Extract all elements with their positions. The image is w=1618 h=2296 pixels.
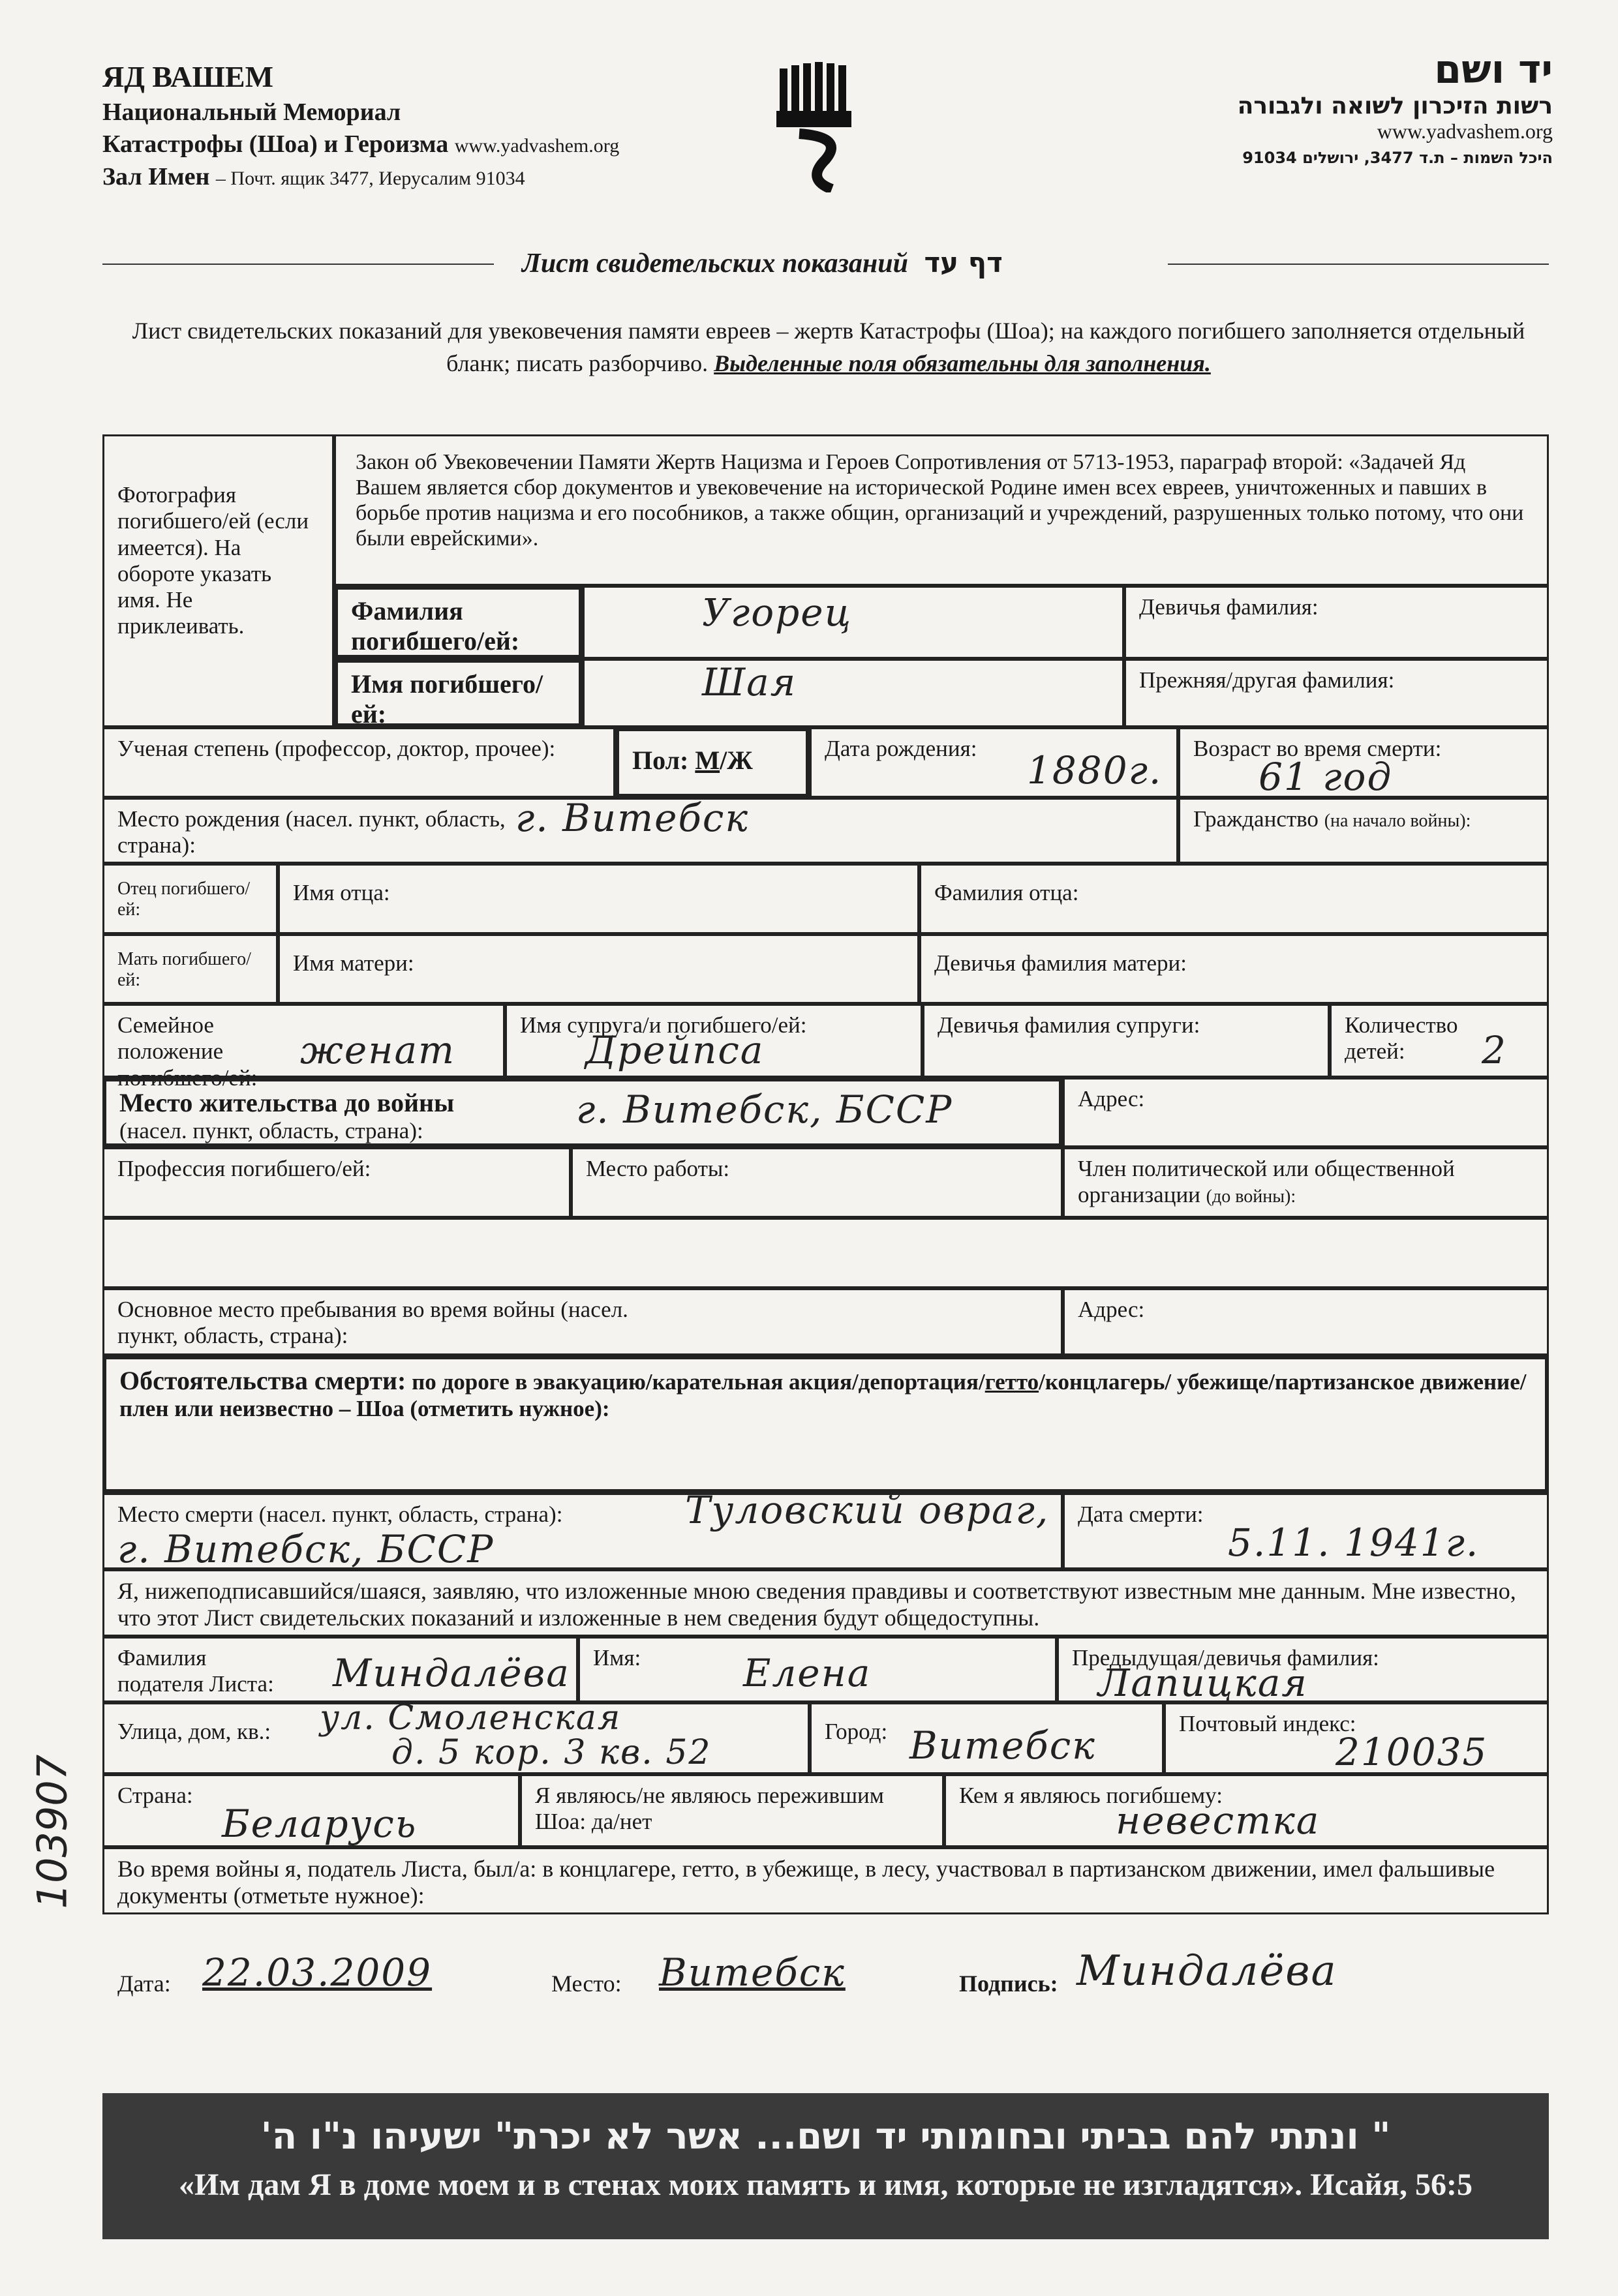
membership-field[interactable]: [1063, 1147, 1549, 1218]
death-place-value-1: Туловский овраг,: [685, 1488, 1050, 1532]
submitter-prev-name-value: Лапицкая: [1098, 1661, 1308, 1705]
submitter-surname-field[interactable]: [102, 1637, 578, 1702]
mother-name-field[interactable]: Имя матери:: [278, 934, 919, 1004]
submitter-prev-name-field[interactable]: [1057, 1637, 1549, 1705]
marital-value: женат: [300, 1028, 456, 1072]
wartime-address-field[interactable]: Адрес:: [1063, 1288, 1549, 1355]
org-line3: Катастрофы (Шоа) и Героизма: [102, 130, 449, 159]
mother-maiden-field[interactable]: Девичья фамилия матери:: [919, 934, 1549, 1004]
relation-value: невестка: [1116, 1798, 1320, 1843]
title-rule-right: [1168, 264, 1549, 265]
submitter-prev-name-label: Предыдущая/девичья фамилия:: [1072, 1645, 1379, 1670]
country-value: Беларусь: [222, 1802, 418, 1846]
death-date-value: 5.11. 1941г.: [1228, 1520, 1480, 1565]
intro: [117, 314, 1540, 380]
address-ru: – Почт. ящик 3477, Иерусалим 91034: [215, 167, 525, 189]
children-field[interactable]: [1330, 1004, 1549, 1078]
spouse-label: Имя супруга/и погибшего/ей:: [520, 1012, 807, 1038]
city-value: Витебск: [909, 1723, 1096, 1768]
street-field[interactable]: [102, 1699, 810, 1774]
submitter-surname-label: Фамилия подателя Листа:: [117, 1645, 274, 1697]
place-label: Место:: [551, 1971, 622, 1997]
residence-address-field[interactable]: Адрес:: [1063, 1078, 1549, 1147]
age-value: 61 год: [1259, 755, 1393, 799]
yad-vashem-logo-icon: [773, 62, 858, 192]
workplace-field[interactable]: Место работы:: [571, 1147, 1063, 1218]
name-value: Шая: [702, 660, 797, 704]
intro-emphasis: Выделенные поля обязательны для заполнения.: [714, 350, 1211, 377]
children-label: Количество детей:: [1345, 1012, 1458, 1065]
place-value[interactable]: Витебск: [659, 1950, 846, 1995]
postal-value: 210035: [1336, 1730, 1488, 1774]
survivor-field[interactable]: [520, 1774, 944, 1847]
prev-surname-field[interactable]: Прежняя/другая фамилия:: [1124, 659, 1549, 727]
gender-label: Пол:: [632, 746, 689, 775]
circumstances-label: Обстоятельства смерти:: [119, 1366, 406, 1395]
name-label: Имя погибшего/ей:: [334, 659, 583, 727]
website-he: www.yadvashem.org: [1377, 119, 1553, 143]
circumstances-options-b: /концлагерь/ убежище/партизанское движение/плен или неизвестно – Шоа (отметить нужное):: [119, 1369, 1527, 1421]
birthplace-field[interactable]: [102, 798, 1178, 864]
submitter-name-field[interactable]: [578, 1637, 1057, 1702]
dob-value: 1880г.: [1027, 748, 1163, 793]
org-name-he: יד ושם: [1434, 47, 1553, 93]
age-label: Возраст во время смерти:: [1193, 736, 1442, 761]
submitter-name-value: Елена: [743, 1651, 872, 1695]
death-place-field[interactable]: [102, 1488, 1063, 1571]
spouse-maiden-field[interactable]: Девичья фамилия супруги:: [923, 1004, 1330, 1078]
title-he: דף עד: [924, 247, 1003, 279]
postal-label: Почтовый индекс:: [1179, 1711, 1356, 1736]
law-text: Закон об Увековечении Памяти Жертв Нацизма и Героев Сопротивления от 5713-1953, параграф второй: «Задачей Яд Вашем является сбор документов и увековечение на исторической Родине имен всех евреев, уничтоженных и павших в борьбе против нацизма и его пособников, а также общин, организаций и учреждений, разрушенных только потому, что они были еврейскими».: [334, 434, 1549, 586]
gender-field[interactable]: [615, 727, 810, 798]
city-label: Город:: [825, 1719, 888, 1744]
death-date-label: Дата смерти:: [1078, 1502, 1204, 1527]
dob-field[interactable]: [810, 727, 1178, 798]
residence-label: Место жительства до войны: [119, 1088, 455, 1117]
surname-label: Фамилия погибшего/ей:: [334, 586, 583, 659]
citizenship-field[interactable]: [1178, 798, 1549, 864]
org-name-ru: ЯД ВАШЕМ: [102, 60, 273, 93]
name-field[interactable]: [583, 659, 1124, 727]
circumstances-options-a: по дороге в эвакуацию/карательная акция/депортация/: [412, 1369, 985, 1395]
circumstances-ghetto-selected[interactable]: гетто: [985, 1369, 1039, 1395]
org-subtitle-he: רשות הזיכרון לשואה ולגבורה: [1237, 93, 1553, 119]
birthplace-label: Место рождения (насел. пункт, область, страна):: [117, 806, 506, 858]
title-ru: Лист свидетельских показаний: [522, 249, 908, 279]
photo-cell: Фотография погибшего/ей (если имеется). На обороте указать имя. Не приклеивать.: [102, 434, 334, 727]
maiden-name-field[interactable]: Девичья фамилия:: [1124, 586, 1549, 659]
website-ru: www.yadvashem.org: [454, 135, 620, 157]
address-he: היכל השמות – ת.ד 3477, ירושלים 91034: [1242, 149, 1553, 167]
quote-banner: [102, 2093, 1549, 2239]
gender-female[interactable]: /Ж: [720, 746, 753, 775]
residence-value: г. Витебск, БССР: [576, 1087, 953, 1132]
signature-label: Подпись:: [959, 1971, 1058, 1997]
declaration: Я, нижеподписавшийся/шаяся, заявляю, что изложенные мною сведения правдивы и соответствуют известным мне данным. Мне известно, что этот Лист свидетельских показаний и изложенные в нем сведения будут общедоступны.: [102, 1569, 1549, 1637]
father-label: Отец погибшего/ей:: [102, 864, 278, 934]
marital-field[interactable]: [102, 1004, 505, 1091]
spouse-value: Дрейпса: [585, 1028, 765, 1072]
quote-he: " ונתתי להם בביתי ובחומותי יד ושם... אשר לא יכרת" ישעיהו נ"ו ה': [260, 2115, 1391, 2158]
marital-label: Семейное положение погибшего/ей:: [117, 1012, 258, 1091]
father-name-field[interactable]: Имя отца:: [278, 864, 919, 934]
submitter-surname-value: Миндалёва: [333, 1651, 570, 1695]
postal-field[interactable]: [1164, 1702, 1549, 1774]
relation-label: Кем я являюсь погибшему:: [959, 1783, 1223, 1808]
death-place-value-2: г. Витебск, БССР: [117, 1527, 495, 1571]
degree-field[interactable]: Ученая степень (профессор, доктор, прочее):: [102, 727, 615, 798]
death-place-label: Место смерти (насел. пункт, область, страна):: [117, 1502, 563, 1527]
country-field[interactable]: [102, 1774, 520, 1847]
wartime-place-label: Основное место пребывания во время войны (насел. пункт, область, страна):: [117, 1297, 628, 1349]
surname-field[interactable]: [583, 586, 1124, 659]
hall-of-names: Зал Имен: [102, 162, 210, 190]
intro-text: Лист свидетельских показаний для увековечения памяти евреев – жертв Катастрофы (Шоа); на каждого погибшего заполняется отдельный бланк; писать разборчиво.: [132, 318, 1525, 377]
submitter-name-label: Имя:: [593, 1645, 641, 1670]
membership-note: (до войны):: [1206, 1186, 1296, 1207]
street-label: Улица, дом, кв.:: [117, 1719, 271, 1744]
mother-label: Мать погибшего/ей:: [102, 934, 278, 1004]
title-rule-left: [102, 264, 494, 265]
blank-row[interactable]: [102, 1218, 1549, 1288]
citizenship-note: (на начало войны):: [1324, 811, 1471, 831]
street-value-2: д. 5 кор. 3 кв. 52: [391, 1733, 712, 1772]
membership-label: Член политической или общественной организации: [1078, 1156, 1455, 1208]
archive-number: 103907: [28, 1754, 76, 1909]
citizenship-label: Гражданство: [1193, 806, 1319, 832]
surname-value: Угорец: [702, 590, 853, 635]
age-field[interactable]: [1178, 727, 1549, 798]
spouse-field[interactable]: [505, 1004, 923, 1078]
father-surname-field[interactable]: Фамилия отца:: [919, 864, 1549, 934]
death-date-field[interactable]: [1063, 1493, 1549, 1569]
city-field[interactable]: [810, 1702, 1164, 1774]
residence-note: (насел. пункт, область, страна):: [119, 1118, 423, 1143]
submitter-wartime[interactable]: Во время войны я, податель Листа, был/а: в концлагере, гетто, в убежище, в лесу, участвовал в партизанском движении, имел фальшивые документы (отметьте нужное):: [102, 1847, 1549, 1914]
page-title: [522, 247, 1003, 279]
children-value: 2: [1482, 1028, 1507, 1072]
residence-field[interactable]: [102, 1078, 1063, 1147]
circumstances-field[interactable]: [102, 1355, 1549, 1493]
gender-male[interactable]: М: [695, 746, 720, 775]
org-line2: Национальный Мемориал: [102, 98, 401, 126]
date-label: Дата:: [117, 1971, 171, 1997]
signature[interactable]: Миндалёва: [1076, 1947, 1337, 1995]
profession-field[interactable]: Профессия погибшего/ей:: [102, 1147, 571, 1218]
date-value[interactable]: 22.03.2009: [202, 1950, 433, 1995]
wartime-place-field[interactable]: [102, 1288, 1063, 1355]
quote-ru: «Им дам Я в доме моем и в стенах моих память и имя, которые не изгладятся». Исайя, 56:5: [179, 2168, 1473, 2202]
street-value-1: ул. Смоленская: [320, 1699, 622, 1738]
dob-label: Дата рождения:: [825, 736, 977, 761]
header-right: [1096, 47, 1553, 167]
survivor-label: Я являюсь/не являюсь пережившим Шоа: да/нет: [535, 1783, 884, 1835]
relation-field[interactable]: [944, 1774, 1549, 1847]
birthplace-value: г. Витебск: [515, 796, 750, 840]
header-left: [102, 57, 619, 193]
country-label: Страна:: [117, 1783, 193, 1808]
